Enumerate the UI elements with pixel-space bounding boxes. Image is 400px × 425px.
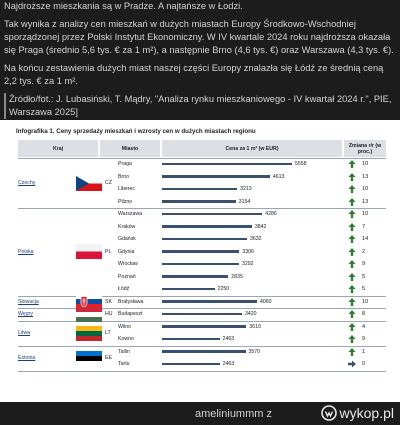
city-label: Bratysława [118,298,144,305]
arrow-up-icon [348,323,356,331]
price-bar [162,350,246,353]
polish-flag-icon [76,244,102,259]
post-paragraph-2: Tak wynika z analizy cen mieszkań w dużych miastach Europy Środkowo-Wschodniej sporządzonej przez Polski Instytut Ekonomiczny. W IV kwartale 2024 roku najdroższa okazała się Praga (średnio 5,6 tys. € za 1 m²), a następnie Brno (4,6 tys. €) oraz Warszawa (4,3 tys. €). [4,19,394,55]
price-value: 3420 [244,311,257,317]
price-bar [162,363,220,366]
hungarian-flag-icon [76,307,102,322]
country-link[interactable]: Węgry [18,311,33,318]
city-label: Tallin [118,348,130,355]
header-city: Miasto [100,140,160,157]
price-bar [162,175,270,178]
change-value: 10 [362,298,369,305]
city-label: Poznań [118,273,136,280]
post-paragraph-3: Na końcu zestawienia dużych miast naszej części Europy znalazła się Łódź ze średnią ceną 2,2 tys. € za 1 m². [4,63,384,86]
price-bar [162,300,257,303]
city-label: Wrocław [118,261,138,267]
price-bar [162,250,239,253]
price-value: 3292 [241,261,254,267]
infographic-title: Infografika 1. Ceny sprzedaży mieszkań i wzrosty cen w dużych miastach regionu [16,128,256,135]
price-value: 3842 [254,223,267,230]
estonian-flag-icon [76,351,102,366]
arrow-right-icon [348,360,356,368]
price-value: 2835 [231,273,243,280]
lithuanian-flag-icon [76,326,102,341]
city-label: Kowno [118,336,134,342]
arrow-up-icon [348,198,356,206]
arrow-up-icon [348,235,356,243]
price-value: 3306 [242,248,254,255]
change-value: 2 [362,248,366,255]
price-bar [162,338,220,341]
change-value: 0 [362,361,366,367]
footer-bar [0,402,400,425]
country-code: PL [105,248,112,255]
price-value: 3154 [238,198,251,205]
change-value: 13 [362,198,369,205]
city-label: Gdańsk [118,236,136,242]
change-value: 13 [362,173,369,180]
czech-flag-icon [76,176,102,191]
change-value: 10 [362,161,369,167]
price-value: 2463 [222,361,235,367]
price-bar [162,325,246,328]
header-country: Kraj [18,140,98,157]
city-label: Brno [118,173,129,180]
change-value: 9 [362,336,366,342]
price-value: 5558 [295,161,307,167]
post-body [4,0,396,124]
arrow-up-icon [348,273,356,281]
post-source: Źródło/fot.: J. Lubasiński, T. Mądry, "Analiza rynku mieszkaniowego - IV kwartał 2024 r.", PIE, Warszawa 2025] [4,93,396,119]
country-code: SK [105,298,112,305]
header-price: Cena za 1 m² (w EUR) [162,140,342,157]
country-code: HU [105,311,113,318]
group-divider [18,321,386,322]
infographic-image [0,120,400,402]
group-divider [18,158,386,159]
city-label: Kraków [118,223,136,230]
country-code: EE [105,355,112,361]
country-link[interactable]: Polska [18,248,34,255]
price-value: 4613 [272,173,285,180]
arrow-up-icon [348,185,356,193]
price-bar [162,213,262,216]
arrow-up-icon [348,223,356,231]
price-bar [162,313,242,316]
price-value: 3610 [249,323,261,330]
group-divider [18,346,386,347]
city-label: Wilno [118,323,131,330]
price-value: 2250 [217,286,230,292]
group-divider [18,308,386,309]
price-value: 4060 [259,298,272,305]
price-bar [162,200,236,203]
author-separator: z [266,408,272,420]
price-value: 3632 [249,236,262,242]
change-value: 1 [362,348,366,355]
change-value: 14 [362,236,369,242]
price-bar [162,163,292,166]
arrow-up-icon [348,298,356,306]
city-label: Pilzno [118,198,133,205]
change-value: 10 [362,186,369,192]
price-bar [162,225,252,228]
country-link[interactable]: Czechy [18,180,36,186]
arrow-up-icon [348,248,356,256]
city-label: Budapeszt [118,311,143,317]
arrow-up-icon [348,285,356,293]
group-divider [18,208,386,209]
country-code: CZ [105,180,112,186]
city-label: Tartu [118,361,130,367]
price-bar [162,275,228,278]
change-value: 9 [362,261,366,267]
change-value: 5 [362,286,366,292]
city-label: Gdynia [118,248,135,255]
price-bar [162,188,237,191]
country-link[interactable]: Litwa [18,330,31,336]
country-link[interactable]: Słowacja [18,298,39,305]
city-label: Warszawa [118,211,143,217]
post-paragraph-1: Najdroższe mieszkania są w Pradze. A najtańsze w Łodzi. [4,1,243,11]
wykop-logo[interactable] [321,405,394,421]
change-value: 8 [362,311,366,317]
country-code: LT [105,330,111,336]
change-value: 7 [362,223,366,230]
author-name: ameliniummm [194,408,264,420]
arrow-up-icon [348,160,356,168]
arrow-up-icon [348,260,356,268]
wykop-logo-icon [321,405,337,421]
arrow-up-icon [348,348,356,356]
city-label: Liberec [118,186,136,192]
city-label: Praga [118,161,132,167]
price-bar [162,238,247,241]
city-label: Łódź [118,286,130,292]
change-value: 10 [362,211,369,217]
author-link[interactable] [195,408,272,420]
arrow-up-icon [348,310,356,318]
group-divider [18,371,386,372]
price-bar [162,288,215,291]
price-value: 4286 [265,211,277,217]
wykop-logo-text: wykop.pl [339,405,394,421]
header-change: Zmiana r/r (w proc.) [344,140,386,157]
price-value: 2463 [222,336,235,342]
change-value: 4 [362,323,366,330]
price-value: 3213 [240,186,252,192]
arrow-up-icon [348,335,356,343]
price-bar [162,263,239,266]
country-link[interactable]: Estonia [18,355,36,361]
arrow-up-icon [348,173,356,181]
arrow-up-icon [348,210,356,218]
price-value: 3570 [248,348,261,355]
change-value: 5 [362,273,366,280]
group-divider [18,296,386,297]
